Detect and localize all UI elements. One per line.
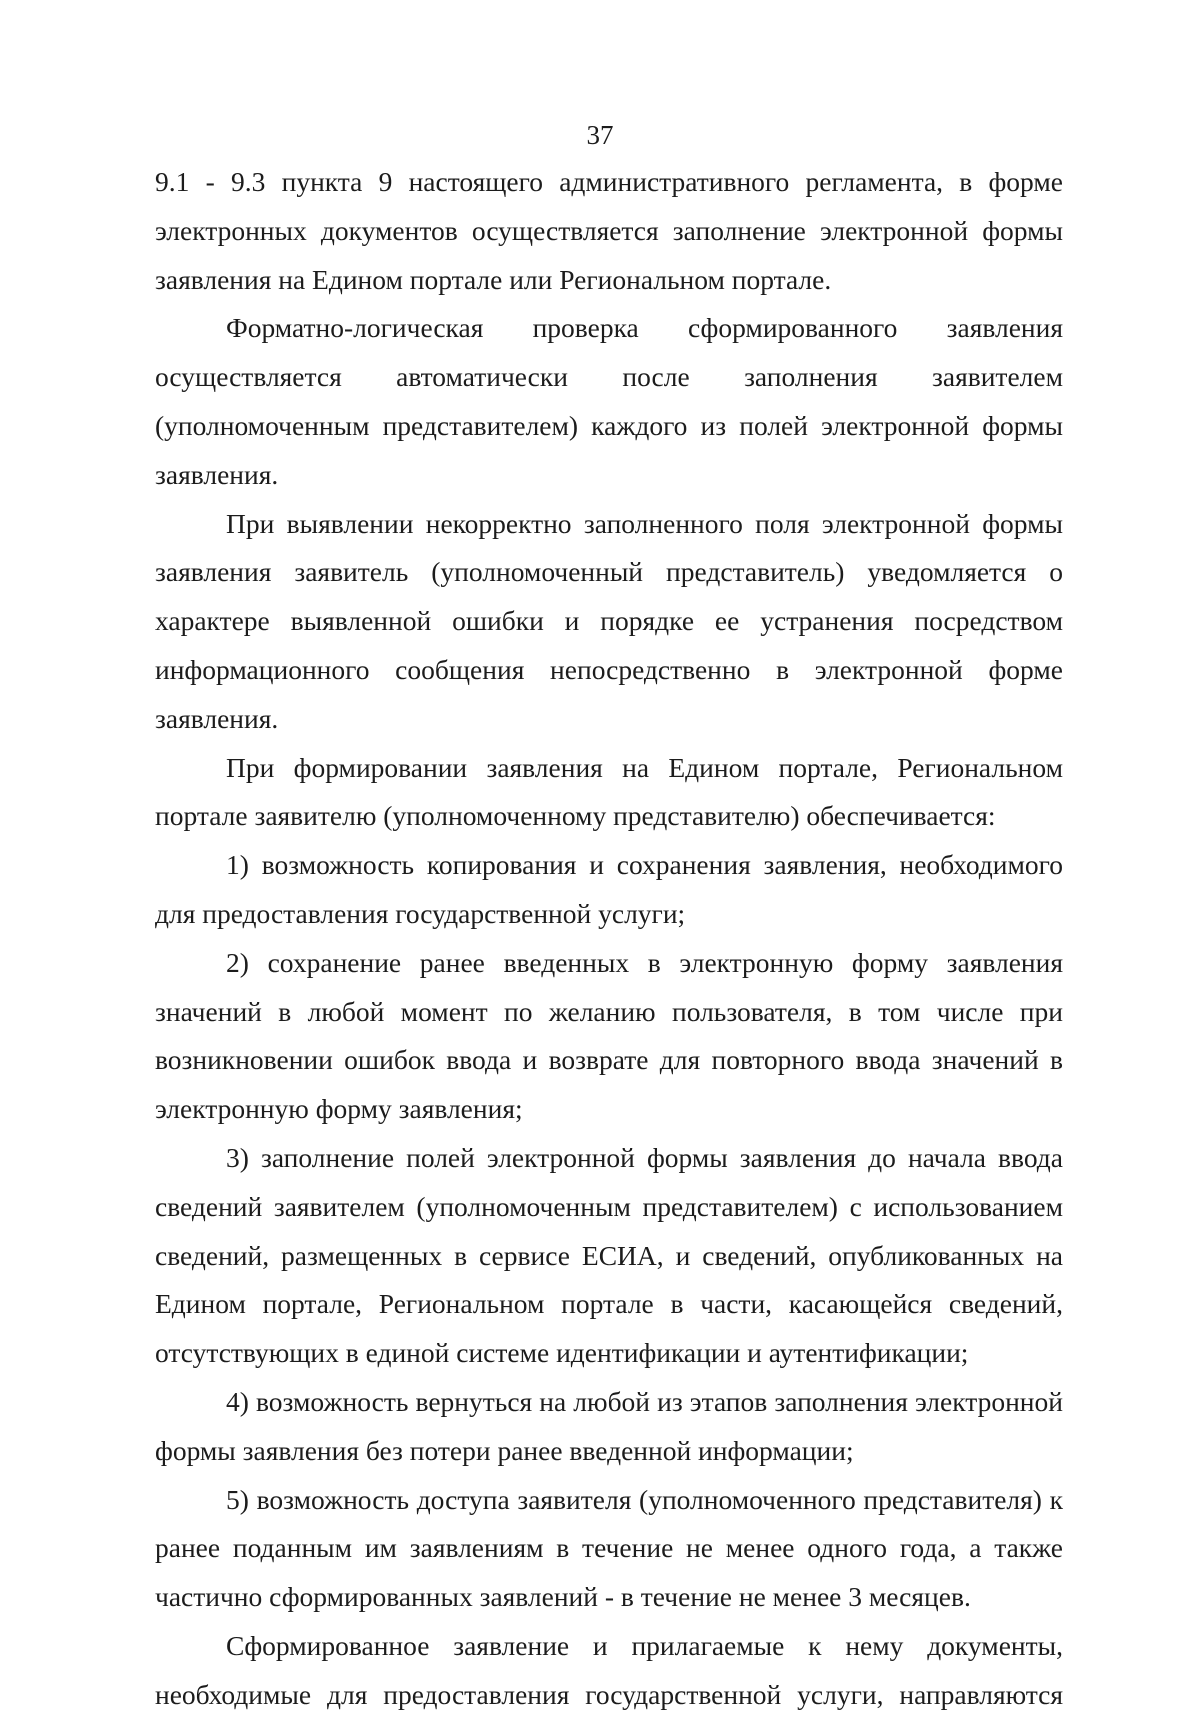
list-item-5: 5) возможность доступа заявителя (уполномоченного представителя) к ранее поданным им заявлениям в течение не менее одного года, а также частично сформированных заявлений - в течение не менее 3 месяцев.: [155, 1483, 1063, 1613]
paragraph-format-check: Форматно-логическая проверка сформированного заявления осуществляется автоматически после заполнения заявителем (уполномоченным представителем) каждого из полей электронной формы заявления.: [155, 312, 1063, 490]
paragraph-error-notification: При выявлении некорректно заполненного поля электронной формы заявления заявитель (уполномоченный представитель) уведомляется о характере выявленной ошибки и порядке ее устранения посредством информационного сообщения непосредственно в электронной форме заявления.: [155, 507, 1063, 734]
paragraph-portal-provisions: При формировании заявления на Едином портале, Региональном портале заявителю (уполномоченному представителю) обеспечивается:: [155, 751, 1063, 832]
list-item-4: 4) возможность вернуться на любой из этапов заполнения электронной формы заявления без потери ранее введенной информации;: [155, 1385, 1063, 1466]
paragraph-submission: Сформированное заявление и прилагаемые к нему документы, необходимые для предоставления государственной услуги, направляются: [155, 1629, 1063, 1710]
list-item-3: 3) заполнение полей электронной формы заявления до начала ввода сведений заявителем (уполномоченным представителем) с использованием сведений, размещенных в сервисе ЕСИА, и сведений, опубликованных на Едином портале, Региональном портале в части, касающейся сведений, отсутствующих в единой системе идентификации и аутентификации;: [155, 1141, 1063, 1369]
page-number: 37: [586, 120, 614, 150]
list-item-1: 1) возможность копирования и сохранения заявления, необходимого для предоставления государственной услуги;: [155, 849, 1063, 929]
document-body: [155, 158, 1063, 1720]
list-item-2: 2) сохранение ранее введенных в электронную форму заявления значений в любой момент по желанию пользователя, в том числе при возникновении ошибок ввода и возврате для повторного ввода значений в электронную форму заявления;: [155, 946, 1063, 1125]
paragraph-continuation: 9.1 - 9.3 пункта 9 настоящего административного регламента, в форме электронных документов осуществляется заполнение электронной формы заявления на Едином портале или Региональном портале.: [155, 166, 1063, 295]
